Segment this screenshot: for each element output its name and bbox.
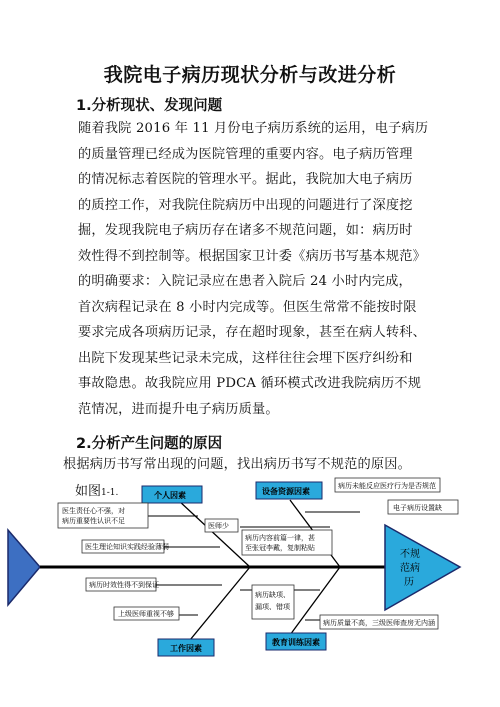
head-label-line: 不规 bbox=[400, 549, 420, 560]
section-2-intro: 根据病历书写常出现的问题，找出病历书写不规范的原因。 bbox=[63, 457, 412, 472]
body-line: 的质控工作，对我院住院病历中出现的问题进行了深度挖 bbox=[78, 197, 413, 213]
cause-c8: 上级医师重视不够 bbox=[118, 610, 174, 618]
head-label-line: 历 bbox=[404, 577, 414, 588]
figure-number: 1-1. bbox=[101, 488, 119, 498]
section-heading-2: 2.分析产生问题的原因 bbox=[76, 436, 223, 452]
fishbone-diagram bbox=[0, 470, 500, 707]
cause-c4-line: 病历内容前篇一律，甚 bbox=[245, 534, 315, 542]
document-title: 我院电子病历现状分析与改进分析 bbox=[103, 64, 397, 86]
category-personal: 个人因素 bbox=[154, 491, 186, 500]
fish-tail bbox=[8, 530, 40, 605]
cause-c1-line: 医生责任心不强，对 bbox=[62, 507, 125, 515]
body-line: 的情况标志着医院的管理水平。据此，我院加大电子病历 bbox=[78, 172, 413, 187]
body-line: 随着我院 2016 年 11 月份电子病历系统的运用，电子病历 bbox=[78, 121, 429, 136]
section-1-body bbox=[78, 116, 438, 422]
cause-c10: 病历质量不高，三级医师查房无内涵 bbox=[323, 619, 435, 627]
fish-head bbox=[385, 525, 460, 610]
cause-c5: 病历未能反应医疗行为是否规范 bbox=[338, 482, 436, 490]
cause-c6: 电子病历设置缺 bbox=[393, 504, 442, 512]
cause-c7: 病历时效性得不到保证 bbox=[89, 581, 159, 589]
body-line: 效性得不到控制等。根据国家卫计委《病历书写基本规范》 bbox=[78, 248, 427, 264]
cause-c4-line: 至张冠李戴，复制粘贴 bbox=[245, 544, 315, 552]
body-line: 范情况，进而提升电子病历质量。 bbox=[78, 401, 279, 417]
category-equipment: 设备资源因素 bbox=[262, 487, 310, 496]
cause-c9-line: 漏项、错项 bbox=[255, 603, 290, 611]
category-work: 工作因素 bbox=[170, 644, 202, 653]
body-line: 首次病程记录在 8 小时内完成等。但医生常常不能按时限 bbox=[78, 299, 417, 315]
cause-c3: 医师少 bbox=[208, 522, 229, 530]
body-line: 掘，发现我院电子病历存在诸多不规范问题，如：病历时 bbox=[78, 223, 413, 238]
body-line: 要求完成各项病历记录，存在超时现象，甚至在病人转科、 bbox=[78, 325, 427, 340]
category-training: 教育训练因素 bbox=[272, 638, 320, 647]
cause-c2: 医生理论知识实践经验薄弱 bbox=[85, 543, 169, 551]
figure-reference: 如图1-1. bbox=[75, 484, 119, 499]
body-line: 的质量管理已经成为医院管理的重要内容。电子病历管理 bbox=[78, 146, 413, 162]
section-heading-1: 1.分析现状、发现问题 bbox=[76, 98, 223, 114]
bone-work bbox=[190, 567, 250, 640]
cause-c1-line: 病历重要性认识不足 bbox=[62, 517, 125, 525]
body-line: 出院下发现某些记录未完成，这样往往会埋下医疗纠纷和 bbox=[78, 350, 413, 366]
cause-c9-line: 病历缺项、 bbox=[255, 591, 290, 599]
body-line: 事故隐患。故我院应用 PDCA 循环模式改进我院病历不规 bbox=[78, 376, 422, 391]
head-label-line: 范病 bbox=[400, 563, 420, 574]
body-line: 的明确要求：入院记录应在患者入院后 24 小时内完成， bbox=[78, 274, 412, 289]
bone-personal bbox=[178, 500, 250, 567]
